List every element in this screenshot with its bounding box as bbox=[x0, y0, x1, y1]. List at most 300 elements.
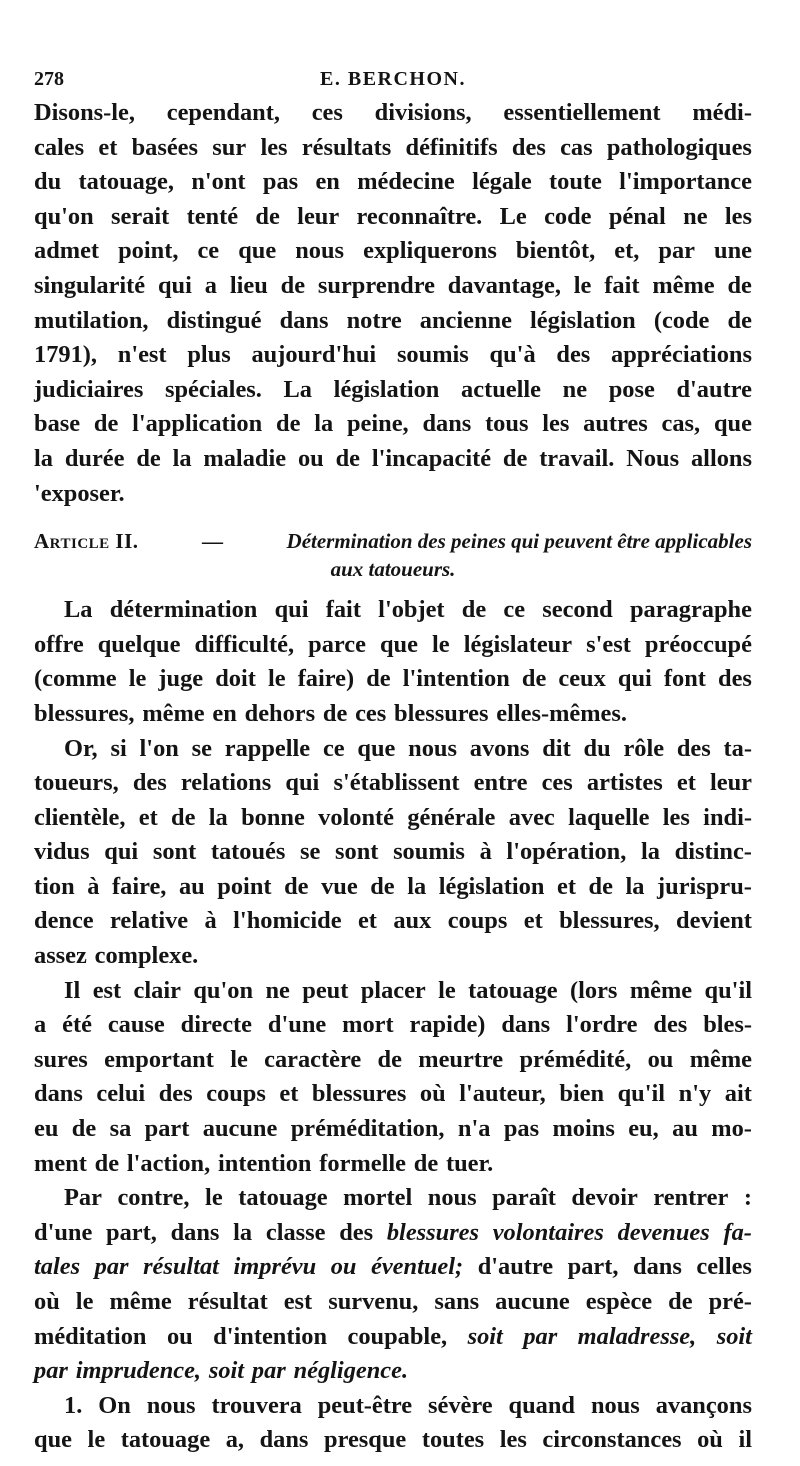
word: ta- bbox=[723, 734, 752, 762]
word: médi- bbox=[692, 99, 752, 126]
word: prémédité, bbox=[519, 1045, 632, 1073]
word: peut bbox=[302, 976, 349, 1004]
word: nous bbox=[590, 1391, 640, 1419]
word: le bbox=[230, 1045, 248, 1073]
text-line bbox=[34, 200, 752, 235]
word: cause bbox=[107, 1011, 165, 1039]
word: ancienne bbox=[419, 306, 512, 334]
word: à bbox=[479, 838, 492, 866]
word: pas bbox=[262, 168, 299, 196]
word: basées bbox=[131, 133, 199, 161]
word: ait bbox=[724, 1080, 752, 1108]
word: les bbox=[662, 803, 690, 831]
text-line bbox=[34, 373, 752, 408]
text-line bbox=[34, 234, 752, 269]
word: toutes bbox=[421, 1426, 485, 1454]
word: des bbox=[718, 665, 752, 693]
word: où bbox=[419, 1080, 446, 1108]
word: par bbox=[34, 1357, 68, 1385]
text-line bbox=[34, 904, 752, 939]
word: trouvera bbox=[211, 1391, 302, 1419]
word: sévère bbox=[428, 1391, 493, 1419]
word: préoccupé bbox=[644, 630, 752, 658]
word: dans bbox=[633, 1253, 682, 1281]
text-line bbox=[34, 974, 752, 1009]
word: point bbox=[217, 872, 272, 900]
text-line bbox=[34, 801, 752, 836]
word: du bbox=[34, 168, 62, 196]
text-line bbox=[34, 338, 752, 373]
word: juge bbox=[158, 665, 204, 693]
word: sa bbox=[109, 1115, 132, 1143]
word: en bbox=[315, 168, 340, 196]
word: dans bbox=[279, 306, 329, 334]
word: 1791), bbox=[34, 341, 98, 369]
heading-title-line-1: Détermination des peines qui peuvent être applicables bbox=[286, 529, 752, 554]
word: quand bbox=[508, 1391, 575, 1419]
word: est bbox=[92, 976, 122, 1004]
word: sures bbox=[34, 1045, 88, 1073]
word: divisions, bbox=[374, 99, 472, 126]
word: que bbox=[379, 630, 418, 658]
word: eu, bbox=[628, 1115, 659, 1143]
word: des bbox=[339, 1218, 374, 1246]
text-line bbox=[34, 477, 752, 512]
word: toute bbox=[549, 168, 602, 196]
word: que bbox=[34, 1426, 72, 1454]
word: part bbox=[144, 1115, 190, 1143]
text-line bbox=[34, 1423, 752, 1458]
text-line bbox=[34, 1389, 752, 1424]
word: imprudence, bbox=[75, 1357, 202, 1385]
word: ou bbox=[330, 1253, 357, 1281]
word: artistes bbox=[586, 769, 663, 797]
word: durée bbox=[64, 444, 125, 472]
word: coupable, bbox=[347, 1322, 448, 1350]
word: les bbox=[724, 202, 752, 230]
word: ce bbox=[197, 237, 220, 265]
word: reconnaître. bbox=[356, 202, 483, 230]
word: mort bbox=[342, 1011, 394, 1039]
word: et bbox=[523, 907, 543, 935]
text-line bbox=[34, 939, 752, 974]
word: que bbox=[713, 410, 752, 438]
word: presque bbox=[324, 1426, 407, 1454]
word: avec bbox=[508, 803, 555, 831]
word: l'on bbox=[139, 734, 179, 762]
word: de bbox=[335, 444, 360, 472]
word: résultats bbox=[301, 133, 392, 161]
word: l'homicide bbox=[233, 907, 342, 935]
word: législateur bbox=[463, 630, 573, 658]
word: bientôt, bbox=[515, 237, 596, 265]
word: l'importance bbox=[619, 168, 752, 196]
word: laquelle bbox=[568, 803, 650, 831]
word: imprévu bbox=[233, 1253, 317, 1281]
word: ne bbox=[265, 976, 290, 1004]
word: dans bbox=[34, 1080, 83, 1108]
word: à bbox=[204, 907, 217, 935]
word: Le bbox=[499, 202, 527, 230]
word: l'incapacité bbox=[371, 444, 492, 472]
word: par bbox=[523, 1322, 558, 1350]
word: et bbox=[676, 769, 696, 797]
word: paraît bbox=[492, 1184, 556, 1212]
word: cependant, bbox=[166, 99, 280, 126]
word: où bbox=[697, 1426, 723, 1454]
word: leur bbox=[710, 769, 752, 797]
section-heading bbox=[34, 527, 752, 583]
text-line bbox=[34, 96, 752, 131]
word: blessures bbox=[394, 699, 489, 727]
word: soumis bbox=[396, 341, 469, 369]
word: aujourd'hui bbox=[251, 341, 377, 369]
word: appréciations bbox=[611, 341, 752, 369]
word: espèce bbox=[585, 1288, 653, 1315]
text-line bbox=[34, 1285, 752, 1320]
text-line bbox=[34, 593, 752, 628]
word: faire) bbox=[297, 665, 355, 693]
text-line bbox=[34, 870, 752, 905]
word: distinc- bbox=[674, 838, 752, 866]
word: serait bbox=[111, 202, 170, 230]
word: bles- bbox=[703, 1011, 752, 1039]
word: le bbox=[128, 665, 147, 693]
word: au bbox=[178, 872, 205, 900]
word: base bbox=[34, 410, 81, 438]
paragraph-1 bbox=[34, 96, 752, 511]
text-line bbox=[34, 697, 752, 732]
word: le bbox=[438, 976, 456, 1004]
text-line bbox=[34, 407, 752, 442]
word: des bbox=[676, 734, 711, 762]
text-line bbox=[34, 1112, 752, 1147]
word: ces bbox=[355, 699, 387, 727]
text-line bbox=[34, 766, 752, 801]
word: des bbox=[556, 341, 591, 369]
word: négligence. bbox=[293, 1357, 409, 1385]
word: l'auteur, bbox=[459, 1080, 546, 1108]
word: quelque bbox=[97, 630, 181, 658]
word: pose bbox=[608, 375, 655, 403]
word: rapide) bbox=[409, 1011, 486, 1039]
word: une bbox=[714, 237, 752, 265]
word: de bbox=[366, 665, 391, 693]
word: d'autre bbox=[676, 375, 752, 403]
body-text bbox=[34, 96, 752, 1458]
word: la bbox=[314, 410, 334, 438]
word: éventuel; bbox=[371, 1253, 464, 1281]
word: d'une bbox=[34, 1218, 93, 1246]
word: travail. bbox=[539, 444, 615, 472]
word: résultat bbox=[143, 1253, 219, 1281]
word: ment bbox=[34, 1149, 87, 1177]
word: l'intention bbox=[402, 665, 510, 693]
word: mutilation, bbox=[34, 306, 149, 334]
text-line bbox=[34, 131, 752, 166]
word: : bbox=[743, 1184, 752, 1212]
word: sans bbox=[434, 1288, 480, 1315]
word: On bbox=[98, 1391, 131, 1419]
word: d'autre bbox=[477, 1253, 554, 1281]
text-line bbox=[34, 835, 752, 870]
word: de bbox=[413, 1149, 439, 1177]
word: 1. bbox=[64, 1391, 83, 1419]
word: la bbox=[641, 838, 660, 866]
word: de bbox=[276, 410, 301, 438]
word: si bbox=[110, 734, 127, 762]
word: fa- bbox=[723, 1218, 752, 1246]
word: de bbox=[668, 1288, 693, 1315]
word: nous bbox=[427, 1184, 477, 1212]
word: mo- bbox=[711, 1115, 752, 1143]
word: qui bbox=[274, 596, 309, 624]
word: font bbox=[663, 665, 706, 693]
word: définitifs bbox=[405, 133, 498, 161]
word: ou bbox=[166, 1322, 193, 1350]
word: de bbox=[255, 202, 280, 230]
word: dans bbox=[501, 1011, 551, 1039]
paragraph-6 bbox=[34, 1389, 752, 1458]
word: avançons bbox=[655, 1391, 752, 1419]
word: Or, bbox=[64, 734, 98, 762]
word: sont bbox=[335, 838, 379, 866]
word: dans bbox=[422, 410, 472, 438]
text-line bbox=[34, 304, 752, 339]
word: tuer. bbox=[445, 1149, 494, 1177]
word: bonne bbox=[241, 803, 305, 831]
word: dans bbox=[259, 1426, 309, 1454]
word: blessures, bbox=[34, 699, 135, 727]
word: Il bbox=[64, 976, 81, 1004]
word: classe bbox=[265, 1218, 326, 1246]
word: point, bbox=[118, 237, 179, 265]
word: n'a bbox=[457, 1115, 491, 1143]
word: des bbox=[158, 1080, 193, 1108]
word: blessures bbox=[311, 1080, 407, 1108]
word: celles bbox=[696, 1253, 752, 1281]
word: de bbox=[727, 271, 752, 299]
word: législation bbox=[530, 306, 636, 334]
word: n'ont bbox=[191, 168, 246, 196]
text-line bbox=[34, 1354, 752, 1389]
word: dans bbox=[170, 1218, 220, 1246]
word: l'opération, bbox=[506, 838, 627, 866]
word: singularité bbox=[34, 271, 146, 299]
word: La bbox=[283, 375, 312, 403]
word: essentiellement bbox=[503, 99, 661, 126]
word: davantage, bbox=[447, 271, 561, 299]
word: la bbox=[233, 1218, 253, 1246]
word: offre bbox=[34, 630, 84, 658]
word: devient bbox=[676, 907, 752, 935]
word: le bbox=[573, 271, 592, 299]
word: peine, bbox=[346, 410, 409, 438]
word: il bbox=[738, 1426, 752, 1454]
word: placer bbox=[360, 976, 426, 1004]
text-line bbox=[34, 1043, 752, 1078]
word: tatouage, bbox=[78, 168, 174, 196]
text-line bbox=[34, 1250, 752, 1285]
word: même bbox=[652, 271, 715, 299]
word: de bbox=[502, 444, 528, 472]
word: jurispru- bbox=[657, 872, 752, 900]
word: bien bbox=[559, 1080, 605, 1108]
word: (code bbox=[653, 306, 710, 334]
word: La bbox=[64, 596, 93, 624]
word: fait bbox=[325, 596, 361, 624]
word: volontaires bbox=[492, 1218, 604, 1246]
word: clientèle, bbox=[34, 803, 126, 831]
text-line bbox=[34, 1320, 752, 1355]
word: la bbox=[172, 444, 192, 472]
text-line bbox=[34, 1147, 752, 1182]
word: à bbox=[87, 872, 100, 900]
word: et bbox=[357, 907, 377, 935]
word: dehors bbox=[244, 699, 316, 727]
word: tatouage bbox=[238, 1184, 328, 1212]
word: pas bbox=[503, 1115, 540, 1143]
word: pathologiques bbox=[606, 133, 752, 161]
word: de bbox=[94, 1149, 120, 1177]
word: entre bbox=[473, 769, 528, 797]
text-line bbox=[34, 1077, 752, 1112]
word: et bbox=[98, 133, 118, 161]
word: qu'il bbox=[617, 1080, 666, 1108]
word: de bbox=[284, 872, 309, 900]
word: ou bbox=[647, 1045, 674, 1073]
text-line bbox=[34, 732, 752, 767]
word: 'exposer. bbox=[34, 479, 125, 507]
word: qu'il bbox=[704, 976, 752, 1004]
word: soit bbox=[208, 1357, 245, 1385]
word: tion bbox=[34, 872, 75, 900]
running-head-author: E. BERCHON. bbox=[320, 68, 466, 90]
word: autres bbox=[583, 410, 648, 438]
word: parce bbox=[308, 630, 366, 658]
word: complexe. bbox=[94, 942, 199, 970]
word: Disons-le, bbox=[34, 99, 135, 126]
word: indi- bbox=[703, 803, 752, 831]
word: ou bbox=[297, 444, 324, 472]
word: mortel bbox=[343, 1184, 413, 1212]
word: législation bbox=[333, 375, 440, 403]
word: Nous bbox=[626, 444, 680, 472]
word: peut-être bbox=[317, 1391, 413, 1419]
word: relations bbox=[180, 769, 272, 797]
word: fait bbox=[604, 271, 640, 299]
running-head bbox=[34, 68, 752, 98]
word: paragraphe bbox=[629, 596, 752, 624]
text-line bbox=[34, 1181, 752, 1216]
word: préméditation, bbox=[290, 1115, 445, 1143]
word: résultat bbox=[187, 1288, 268, 1315]
word: qui bbox=[617, 665, 652, 693]
word: les bbox=[542, 410, 570, 438]
word: du bbox=[583, 734, 611, 762]
text-line bbox=[34, 662, 752, 697]
word: de bbox=[588, 872, 613, 900]
text-line bbox=[34, 442, 752, 477]
word: de bbox=[370, 872, 395, 900]
word: formelle bbox=[319, 1149, 406, 1177]
word: difficulté, bbox=[194, 630, 295, 658]
word: volonté bbox=[318, 803, 395, 831]
word: moins bbox=[552, 1115, 615, 1143]
word: (lors bbox=[570, 976, 618, 1004]
word: la bbox=[625, 872, 645, 900]
word: se bbox=[300, 838, 321, 866]
word: tatoués bbox=[210, 838, 286, 866]
word: contre, bbox=[117, 1184, 190, 1212]
word: de bbox=[521, 665, 547, 693]
text-line bbox=[34, 165, 752, 200]
word: blessures bbox=[386, 1218, 479, 1246]
word: clair bbox=[133, 976, 181, 1004]
word: leur bbox=[297, 202, 340, 230]
word: Par bbox=[64, 1184, 102, 1212]
word: tales bbox=[34, 1253, 81, 1281]
word: rentrer bbox=[653, 1184, 729, 1212]
text-line bbox=[34, 1008, 752, 1043]
word: le bbox=[205, 1184, 223, 1212]
word: code bbox=[544, 202, 592, 230]
word: le bbox=[267, 665, 286, 693]
word: assez bbox=[34, 942, 87, 970]
word: la bbox=[407, 872, 427, 900]
word: de bbox=[461, 596, 487, 624]
word: circonstances bbox=[542, 1426, 682, 1454]
word: ces bbox=[541, 769, 573, 797]
word: ne bbox=[562, 375, 588, 403]
word: soit bbox=[716, 1322, 752, 1350]
word: de bbox=[136, 444, 161, 472]
word: de bbox=[322, 699, 348, 727]
word: aucune bbox=[495, 1288, 570, 1315]
word: plus bbox=[187, 341, 231, 369]
word: allons bbox=[690, 444, 752, 472]
word: maladie bbox=[203, 444, 287, 472]
word: qui bbox=[157, 271, 192, 299]
word: caractère bbox=[264, 1045, 362, 1073]
word: maladresse, bbox=[577, 1322, 697, 1350]
word: intention bbox=[217, 1149, 312, 1177]
word: soumis bbox=[393, 838, 465, 866]
word: devenues bbox=[617, 1218, 710, 1246]
word: même bbox=[109, 1288, 172, 1315]
word: par bbox=[251, 1357, 286, 1385]
word: même bbox=[689, 1045, 752, 1073]
word: meurtre bbox=[418, 1045, 504, 1073]
word: des bbox=[132, 769, 167, 797]
word: où bbox=[34, 1288, 60, 1315]
word: détermination bbox=[109, 596, 258, 624]
word: la bbox=[34, 444, 53, 472]
word: législation bbox=[438, 872, 545, 900]
word: les bbox=[499, 1426, 527, 1454]
word: se bbox=[191, 734, 212, 762]
word: part, bbox=[567, 1253, 619, 1281]
word: des bbox=[511, 133, 546, 161]
word: en bbox=[212, 699, 237, 727]
word: surprendre bbox=[317, 271, 435, 299]
word: cales bbox=[34, 133, 85, 161]
paragraph-3 bbox=[34, 732, 752, 974]
word: s'est bbox=[586, 630, 631, 658]
word: que bbox=[238, 237, 277, 265]
text-line bbox=[34, 1216, 752, 1251]
page-number: 278 bbox=[34, 68, 64, 90]
